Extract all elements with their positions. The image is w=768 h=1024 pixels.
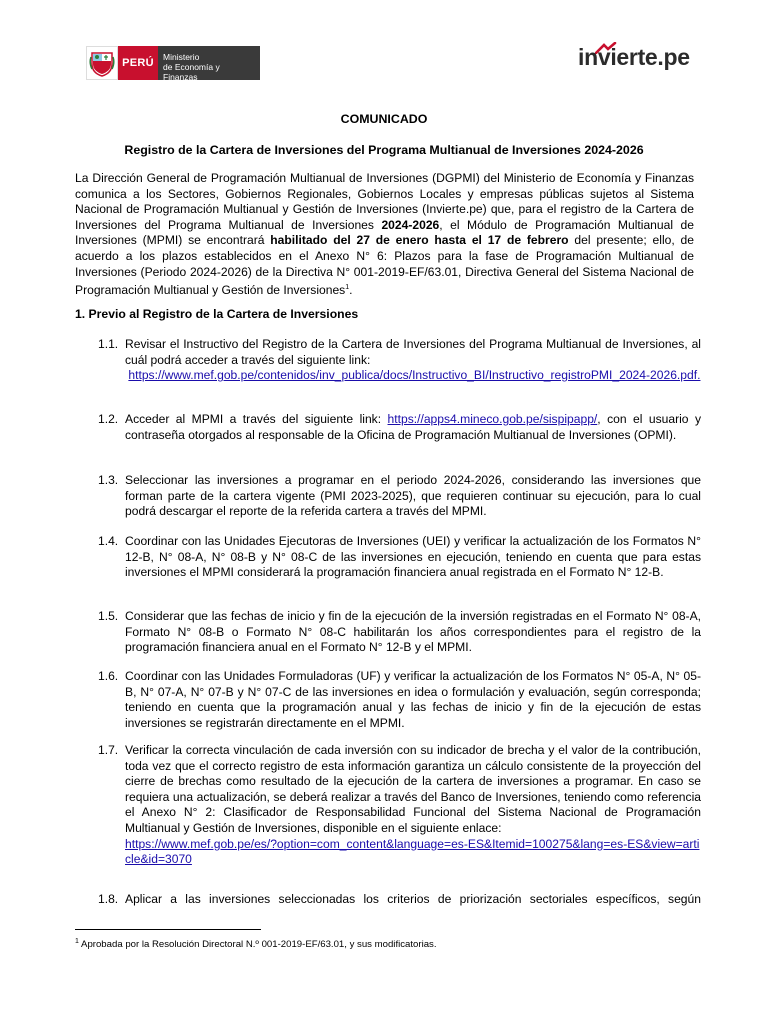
invierte-suffix: .pe	[657, 44, 690, 70]
mpmi-link[interactable]: https://apps4.mineco.gob.pe/sispipapp/	[387, 412, 598, 426]
mef-logo	[86, 46, 260, 80]
clasificador-link[interactable]: https://www.mef.gob.pe/es/?option=com_content&language=es-ES&Itemid=100275&lang=es-ES&view=article&id=3070	[125, 836, 700, 867]
footnote-ref[interactable]: 1	[345, 284, 350, 292]
section-heading: 1. Previo al Registro de la Cartera de Inversiones	[75, 307, 359, 321]
invierte-text: invierte	[578, 44, 658, 70]
footnote-divider	[75, 929, 261, 930]
peru-label: PERÚ	[118, 46, 158, 80]
document-page: PERÚ Ministerio de Economía y Finanzas invierte.pe COMUNICADO Registro de la Cartera de Inversiones del Programa Multianual de Inversiones 2024-2026 La Dirección General de Programación Multianual de Inversiones (DGPMI) del Ministerio de Economía y Finanzas comunica a los Sectores, Gobiernos Regionales, Gobiernos Locales y empresas públicas sujetos al Sistema Nacional de Programación Multianual y Gestión de Inversiones (Invierte.pe) que, para el registro de la Cartera de Inversiones del Programa Multianual de Inversiones 2024-2026, el Módulo de Programación Multianual de Inversiones (MPMI) se encontrará habilitado del 27 de enero hasta el 17 de febrero del presente; ello, de acuerdo a los plazos establecidos en el Anexo N° 6: Plazos para la fase de Programación Multianual de Inversiones (Periodo 2024-2026) de la Directiva N° 001-2019-EF/63.01, Directiva General del Sistema Nacional de Programación Multianual y Gestión de Inversiones$^1$. 1. Previo al Registro de la Cartera de Inversiones 1.1. Revisar el Instructivo del Registro de la Cartera de Inversiones del Programa Multianual de Inversiones, al cuál podrá acceder a través del siguiente link: https://www.mef.gob.pe/contenidos/inv_publica/docs/Instructivo_BI/Instructivo_registroPMI_2024-2026.pdf. 1.2. Acceder al MPMI a través del siguiente link: https://apps4.mineco.gob.pe/sispipapp/, con el usuario y contraseña otorgados al responsable de la Oficina de Programación Multianual de Inversiones (OPMI). 1.3. Seleccionar las inversiones a programar en el periodo 2024-2026, considerando las inversiones que forman parte de la cartera vigente (PMI 2023-2025), que requieren continuar su ejecución, para lo cual podrá descargar el reporte de la referida cartera a través del MPMI. 1.4. Coordinar con las Unidades Ejecutoras de Inversiones (UEI) y verificar la actualización de los Formatos N° 12-B, N° 08-A, N° 08-B y N° 08-C de las inversiones en ejecución, teniendo en cuenta que para estas inversiones el MPMI considerará la programación financiera anual registrada en el Formato N° 12-B. 1.5. Considerar que las fechas de inicio y fin de la ejecución de la inversión registradas en el Formato N° 08-A, Formato N° 08-B o Formato N° 08-C habilitarán los años correspondientes para el registro de la programación financiera anual en el Formato N° 12-B y el MPMI. 1.6. Coordinar con las Unidades Formuladoras (UF) y verificar la actualización de los Formatos N° 05-A, N° 05-B, N° 07-A, N° 07-B y N° 07-C de las inversiones en idea o formulación y evaluación, según corresponda; teniendo en cuenta que la programación anual y las fechas de inicio y fin de la ejecución de estas inversiones se registrarán directamente en el MPMI. 1.7. Verificar la correcta vinculación de cada inversión con su indicador de brecha y el valor de la contribución, toda vez que el correcto registro de esta información garantiza un cálculo consistente de la proyección del cierre de brechas como resultado de la ejecución de la cartera de inversiones a programar. En caso se requiera una actualización, se deberá realizar a través del Banco de Inversiones, teniendo como referencia el Anexo N° 2: Clasificador de Responsabilidad Funcional del Sistema Nacional de Programación Multianual y Gestión de Inversiones, disponible en el siguiente enlace: https://www.mef.gob.pe/es/?option=com_content&language=es-ES&Itemid=100275&lang=es-ES&view=article&id=3070 1.8. Aplicar a las inversiones seleccionadas los criterios de priorización sectoriales específicos, según $^1$ Aprobada por la Resolución Directoral N.º 001-2019-EF/63.01, y sus modificatorias.	[0, 0, 768, 1024]
coat-of-arms-icon	[86, 46, 118, 80]
invierte-pe-logo	[578, 42, 698, 80]
footnote: $^1$ Aprobada por la Resolución Directoral N.º 001-2019-EF/63.01, y sus modificatorias.	[75, 938, 437, 951]
document-title: COMUNICADO	[340, 112, 428, 126]
ministry-name: Ministerio de Economía y Finanzas	[158, 46, 260, 80]
instructivo-link[interactable]: https://www.mef.gob.pe/contenidos/inv_publica/docs/Instructivo_BI/Instructivo_registroPMI_2024-2026.pdf.	[128, 368, 701, 383]
document-subtitle: Registro de la Cartera de Inversiones del Programa Multianual de Inversiones 2024-2026	[124, 143, 644, 157]
intro-paragraph: La Dirección General de Programación Multianual de Inversiones (DGPMI) del Ministerio de Economía y Finanzas comunica a los Sectores, Gobiernos Regionales, Gobiernos Locales y empresas públicas sujetos al Sistema Nacional de Programación Multianual y Gestión de Inversiones (Invierte.pe) que, para el registro de la Cartera de Inversiones del Programa Multianual de Inversiones 2024-2026, el Módulo de Programación Multianual de Inversiones (MPMI) se encontrará habilitado del 27 de enero hasta el 17 de febrero del presente; ello, de acuerdo a los plazos establecidos en el Anexo N° 6: Plazos para la fase de Programación Multianual de Inversiones (Periodo 2024-2026) de la Directiva N° 001-2019-EF/63.01, Directiva General del Sistema Nacional de Programación Multianual y Gestión de Inversiones$^1$.	[75, 171, 694, 298]
